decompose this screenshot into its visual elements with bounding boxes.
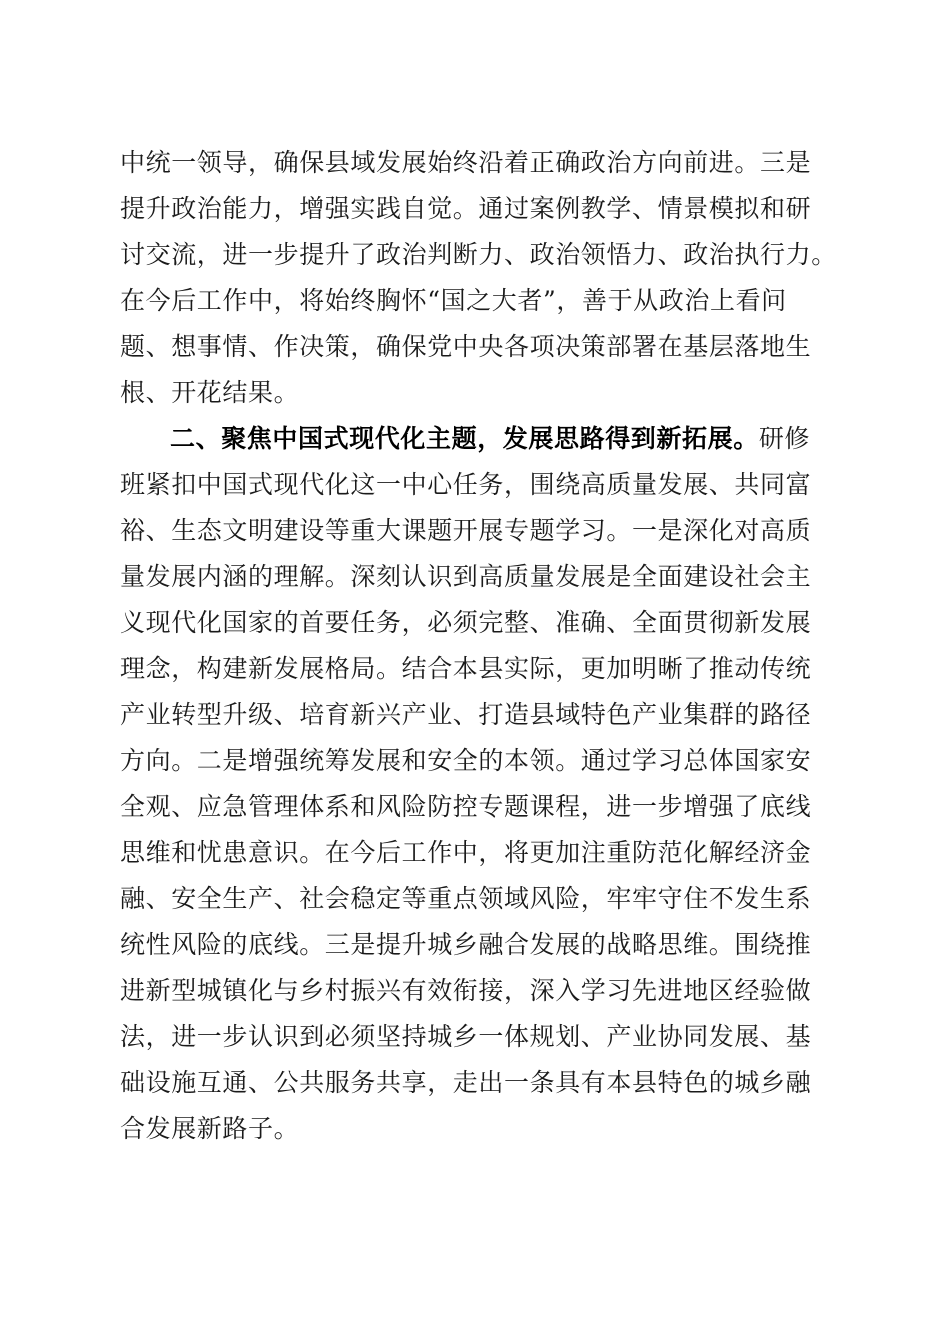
paragraph-line: 中统一领导，确保县域发展始终沿着正确政治方向前进。三是: [120, 148, 812, 177]
paragraph-line: 在今后工作中，将始终胸怀“国之大者”，善于从政治上看问: [120, 286, 787, 315]
paragraph-line: 义现代化国家的首要任务，必须完整、准确、全面贯彻新发展: [120, 608, 812, 637]
paragraph-line: 础设施互通、公共服务共享，走出一条具有本县特色的城乡融: [120, 1068, 812, 1097]
paragraph-line: 题、想事情、作决策，确保党中央各项决策部署在基层落地生: [120, 332, 812, 361]
paragraph-line: 根、开花结果。: [120, 378, 300, 407]
paragraph-line: 进新型城镇化与乡村振兴有效衔接，深入学习先进地区经验做: [120, 976, 812, 1005]
paragraph-line: 合发展新路子。: [120, 1114, 300, 1143]
paragraph-line: 裕、生态文明建设等重大课题开展专题学习。一是深化对高质: [120, 516, 812, 545]
paragraph-line: 思维和忧患意识。在今后工作中，将更加注重防范化解经济金: [120, 838, 812, 867]
paragraph-text: 研修: [758, 424, 811, 453]
paragraph-line: 全观、应急管理体系和风险防控专题课程，进一步增强了底线: [120, 792, 812, 821]
paragraph-line: 理念，构建新发展格局。结合本县实际，更加明晰了推动传统: [120, 654, 812, 683]
paragraph-line: 融、安全生产、社会稳定等重点领域风险，牢牢守住不发生系: [120, 884, 812, 913]
paragraph-line: 班紧扣中国式现代化这一中心任务，围绕高质量发展、共同富: [120, 470, 812, 499]
paragraph-line: 量发展内涵的理解。深刻认识到高质量发展是全面建设社会主: [120, 562, 812, 591]
section-heading: 二、聚焦中国式现代化主题，发展思路得到新拓展。: [170, 424, 759, 453]
paragraph-line: 提升政治能力，增强实践自觉。通过案例教学、情景模拟和研: [120, 194, 812, 223]
paragraph-line: 法，进一步认识到必须坚持城乡一体规划、产业协同发展、基: [120, 1022, 812, 1051]
paragraph-line: 讨交流，进一步提升了政治判断力、政治领悟力、政治执行力。: [120, 240, 837, 269]
paragraph-line: 方向。二是增强统筹发展和安全的本领。通过学习总体国家安: [120, 746, 812, 775]
paragraph-line: 产业转型升级、培育新兴产业、打造县域特色产业集群的路径: [120, 700, 812, 729]
section-heading-line: [170, 417, 840, 461]
paragraph-line: 统性风险的底线。三是提升城乡融合发展的战略思维。围绕推: [120, 930, 812, 959]
